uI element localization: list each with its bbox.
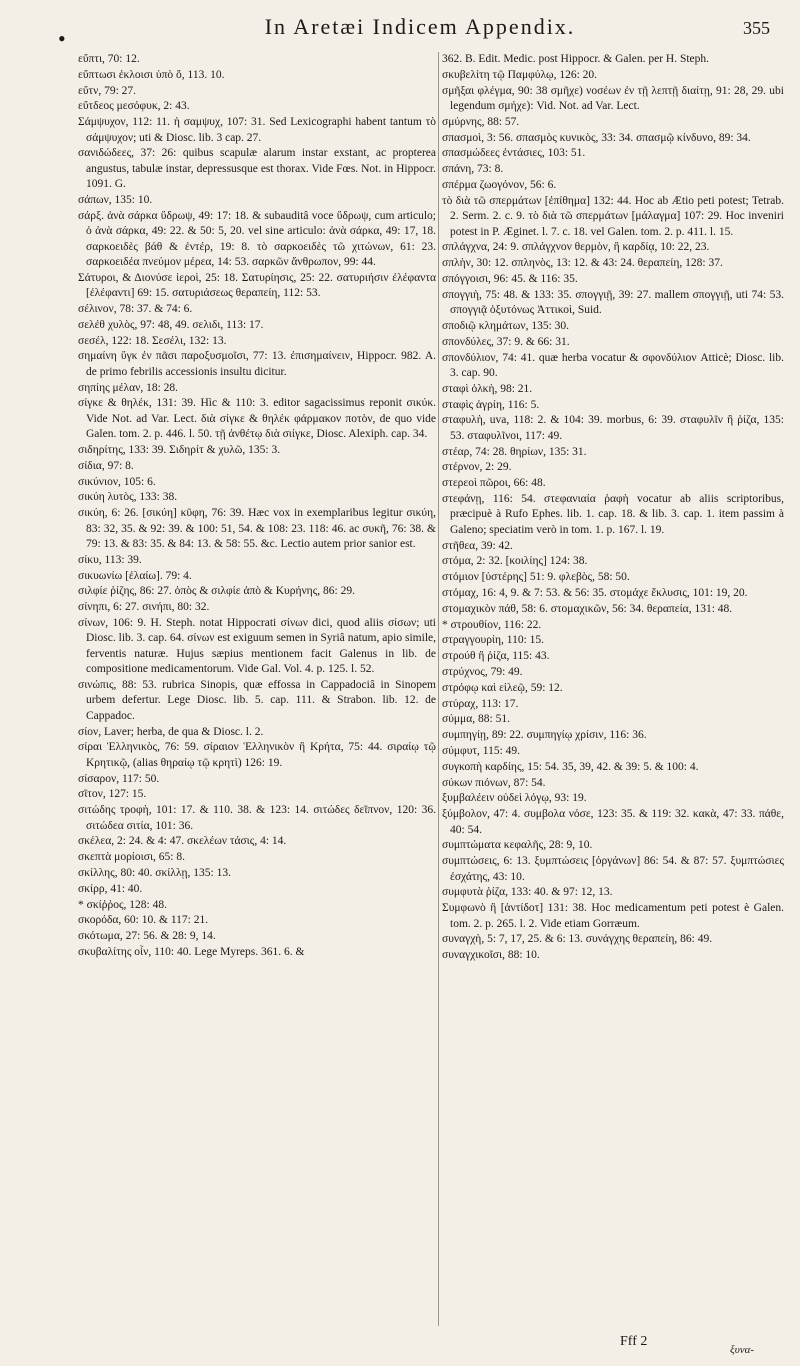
- index-entry: εὔπτωσι ἐκλοισι ὑπὸ ὄ, 113. 10.: [78, 68, 225, 81]
- index-entry: στρούθ ἢ ῥίζα, 115: 43.: [442, 650, 550, 663]
- index-entry: σινώπις, 88: 53. rubrica Sinopis, quæ effossa in Cappadociâ in Sinopem urbem defertur. Lege Diosc. lib. 5. cap. 111. & Strabon. lib. 12. de Cappadoc.: [78, 679, 436, 722]
- index-entry: σίκυ, 113: 39.: [78, 553, 142, 566]
- signature-mark: Fff 2: [620, 1334, 648, 1349]
- index-entry: Σάτυροι, & Διονύσε ἱεροὶ, 25: 18. Σατυρίησις, 25: 22. σατυριήσιν ἐλέφαντα [ἐλέφαντι] 69: 15. σατυριάσεως θεραπείη, 112: 53.: [78, 271, 436, 300]
- index-entry: σέλινον, 78: 37. & 74: 6.: [78, 303, 193, 316]
- index-entry: συναγχικοῖσι, 88: 10.: [442, 949, 540, 962]
- catchword: ξυνα-: [730, 1344, 755, 1356]
- index-entry: Συμφωνὸ ἢ [ἀντίδοτ] 131: 38. Hoc medicamentum peti potest è Galen. tom. 2. p. 265. l. 2. Vide etiam Gorræum.: [442, 902, 784, 930]
- index-entry: σμύρνης, 88: 57.: [442, 115, 520, 128]
- index-entry: σικυωνίω [ἐλαίω]. 79: 4.: [78, 569, 192, 582]
- index-entry: σίνηπι, 6: 27. σινήπι, 80: 32.: [78, 601, 210, 614]
- right-index-column: [442, 52, 784, 1328]
- index-entry: σιτώδης τροφὴ, 101: 17. & 110. 38. & 123: 14. σιτώδες δεῖπνον, 120: 36. σιτώδεα σιτία, 101: 36.: [78, 804, 436, 832]
- index-entry: σπλὴν, 30: 12. σπληνὸς, 13: 12. & 43: 24. θεραπείη, 128: 37.: [442, 257, 723, 270]
- index-entry: σανιδώδεες, 37: 26: quibus scapulæ alarum instar exstant, ac propterea angustus, tabulæ instar, depressusque est thorax. Vide Fœs. Not. in Hippocr. 1091. G.: [78, 147, 436, 191]
- index-entry: σπάνη, 73: 8.: [442, 163, 504, 176]
- index-entry: σταφυλὴ, uva, 118: 2. & 104: 39. morbus, 6: 39. σταφυλῖν ἢ ῥίζα, 135: 53. σταφυλῖνοι, 117: 49.: [442, 414, 784, 442]
- index-entry: σπογγιὴ, 75: 48. & 133: 35. σπογγιῇ, 39: 27. mallem σπογγιῇ, uti 74: 53. σπογγιᾷ ὀξυτόνως Ἀττικοὶ, Suid.: [442, 288, 784, 317]
- index-entry: σικύνιον, 105: 6.: [78, 475, 156, 488]
- index-entry: συναγχὴ, 5: 7, 17, 25. & 6: 13. συνάγχης θεραπείη, 86: 49.: [442, 933, 713, 946]
- left-index-column: [78, 52, 436, 1328]
- column-divider: [438, 52, 439, 1326]
- index-entry: στόμα, 2: 32. [κοιλίης] 124: 38.: [442, 555, 588, 568]
- index-entry: στρόφῳ καὶ εἰλεῷ, 59: 12.: [442, 681, 563, 694]
- index-entry: σκεπτὰ μορίοισι, 65: 8.: [78, 851, 185, 864]
- index-entry: σταφὶ ὀλκὴ, 98: 21.: [442, 382, 533, 395]
- index-entry: σταφὶς ἀγρίη, 116: 5.: [442, 398, 540, 411]
- index-entry: ξύμβολον, 47: 4. συμβολα νόσε, 123: 35. & 119: 32. κακὰ, 47: 33. πάθε, 40: 54.: [442, 808, 784, 836]
- index-entry: σάρξ. ἀνὰ σάρκα ὕδρωψ, 49: 17: 18. & subauditâ voce ὕδρωψ, cum articulo; ὁ ἀνὰ σάρκα, 49: 22. & 50: 5, 20. vel sine articulo: ἀνὰ σάρκα, 49: 17, 18. σαρκοειδὲς βάθ & ἐντέρ, 19: 8. τὸ σαρκοειδὲς τῶ χιτώνων, 61: 23. σαρκοειδέα πνεύμον μέρεα, 14: 53. σαρκῶν ἄνθρωπον, 99: 44.: [78, 209, 436, 269]
- index-entry: * στρουθίον, 116: 22.: [442, 618, 542, 631]
- index-entry: σκέλεα, 2: 24. & 4: 47. σκελέων τάσις, 4: 14.: [78, 835, 287, 848]
- index-entry: σπασμώδεες ἐντάσιες, 103: 51.: [442, 147, 586, 160]
- index-entry: σύμφυτ, 115: 49.: [442, 744, 521, 757]
- index-entry: σελέθ χυλὸς, 97: 48, 49. σελιδι, 113: 17.: [78, 318, 264, 331]
- index-entry: σπασμοὶ, 3: 56. σπασμὸς κυνικὸς, 33: 34. σπασμῷ κίνδυνο, 89: 34.: [442, 131, 751, 144]
- index-entry: σικύη λυτὸς, 133: 38.: [78, 491, 178, 504]
- index-entry: σποδιῷ κλημάτων, 135: 30.: [442, 319, 570, 332]
- index-entry: σύμμα, 88: 51.: [442, 713, 510, 726]
- index-entry: συγκοπὴ καρδίης, 15: 54. 35, 39, 42. & 39: 5. & 100: 4.: [442, 760, 699, 773]
- index-entry: στραγγουρίη, 110: 15.: [442, 634, 545, 647]
- index-entry: εὔτδεος μεσόφυκ, 2: 43.: [78, 100, 190, 113]
- index-entry: σίγκε & θηλέκ, 131: 39. Hìc & 110: 3. editor sagacissimus reponit σικύκ. Vide Not. ad Var. Lect. διὰ σίγκε & θηλέκ φάρμακον ποτὸν, de quo vide Galen. tom. 2. p. 446. l. 50. τῇ ἀνθέτῳ διὰ σιίγκε, Diosc. Alexiph. cap. 34.: [78, 397, 436, 441]
- index-entry: σικύη, 6: 26. [σικύη] κῦφη, 76: 39. Hæc vox in exemplaribus legitur σικύη, 83: 32, 35. & 92: 39. & 100: 51, 54. & 108: 23. 118: 46. ac συκῆ, 76: 38. & 79: 13. & 83: 35. & 84: 13. & 58: 55. &c. Lectio autem prior sanior est.: [78, 507, 436, 551]
- index-entry: στῆθεα, 39: 42.: [442, 539, 513, 552]
- index-entry: σίσαρον, 117: 50.: [78, 772, 160, 785]
- index-entry: συμπτώματα κεφαλῆς, 28: 9, 10.: [442, 839, 593, 852]
- page-number: 355: [743, 18, 770, 38]
- index-entry: σάπων, 135: 10.: [78, 194, 153, 206]
- index-entry: σκίρρ, 41: 40.: [78, 882, 143, 895]
- index-entry: σκίλλης, 80: 40. σκίλλῃ, 135: 13.: [78, 867, 231, 880]
- header-mark: •: [58, 26, 66, 51]
- index-entry: εὔτν, 79: 27.: [78, 84, 137, 97]
- index-entry: στέαρ, 74: 28. θηρίων, 135: 31.: [442, 445, 587, 458]
- index-entry: σκυβαλίτης οἶν, 110: 40. Lege Myreps. 361. 6. &: [78, 946, 305, 958]
- page-footer: [0, 1330, 800, 1360]
- index-entry: στέρνον, 2: 29.: [442, 461, 512, 474]
- index-entry: σκότωμα, 27: 56. & 28: 9, 14.: [78, 930, 216, 943]
- index-entry: σημαίνη ὕγκ ἐν πᾶσι παροξυσμοῖσι, 77: 13. ἐπισημαίνειν, Hippocr. 982. A. de primo febrilis accessionis insultu dicitur.: [78, 350, 436, 378]
- index-entry: εὔπτι, 70: 12.: [78, 53, 140, 65]
- index-entry: σίδια, 97: 8.: [78, 459, 134, 472]
- running-header: [0, 14, 800, 51]
- index-entry: σπονδύλιον, 74: 41. quæ herba vocatur & σφονδύλιον Atticè; Diosc. lib. 3. cap. 90.: [442, 351, 784, 379]
- index-entry: στομαχικὸν πάθ, 58: 6. στομαχικῶν, 56: 34. θεραπεία, 131: 48.: [442, 602, 733, 615]
- index-entry: συμπηγίῃ, 89: 22. συμπηγίῳ χρίσιν, 116: 36.: [442, 729, 647, 742]
- index-entry: σίνων, 106: 9. H. Steph. notat Hippocrati σίνων dici, quod aliis σίσων; uti Diosc. lib. 3. cap. 64. σίνων est exiguum semen in Syriâ natum, apio simile, ferventis naturæ. Hujus sæpius mentionem facit Galenus in lib. de compositione medicamentorum. Vide Gal. Vol. 4. p. 125. l. 52.: [78, 617, 436, 676]
- index-entry: σεσέλ, 122: 18. Σεσέλι, 132: 13.: [78, 334, 227, 347]
- index-entry: τὸ διὰ τῶ σπερμάτων [ἐπίθημα] 132: 44. Hoc ab Ætio peti potest; Tetrab. 2. Serm. 2. c. 9. τὸ διὰ τῶ σπερμάτων [μάλαγμα] 107: 29. Hoc inveniri potest in P. Æginet. l. 7. c. 18. vel Galen. tom. 2. p. 411. l. 15.: [442, 194, 784, 238]
- index-entry: σπόγγοισι, 96: 45. & 116: 35.: [442, 272, 578, 285]
- index-entry: στόμαχ, 16: 4, 9. & 7: 53. & 56: 35. στομάχε ἔκλυσις, 101: 19, 20.: [442, 586, 748, 599]
- index-entry: σμῆξαι φλέγμα, 90: 38 σμῆχε) νοσέων ἐν τῇ λεπτῇ διαίτῃ, 91: 28, 29. ubi legendum σμήχε): Vid. Not. ad Var. Lect.: [442, 84, 784, 112]
- index-entry: * σκίῤῥος, 128: 48.: [78, 898, 167, 911]
- index-entry: σκυβελίτη τῷ Παμφύλῳ, 126: 20.: [442, 68, 598, 81]
- index-entry: 362. B. Edit. Medic. post Hippocr. & Galen. per H. Steph.: [442, 53, 710, 65]
- index-entry: σίον, Laver; herba, de qua & Diosc. l. 2.: [78, 725, 264, 738]
- index-entry: σκορόδα, 60: 10. & 117: 21.: [78, 914, 209, 927]
- index-entry: συμφυτὰ ῥίζα, 133: 40. & 97: 12, 13.: [442, 886, 613, 899]
- index-entry: σπονδύλες, 37: 9. & 66: 31.: [442, 335, 570, 348]
- page-title: In Aretæi Indicem Appendix.: [264, 14, 576, 39]
- index-entry: σίραι Ἑλληνικὸς, 76: 59. σίραιον Ἑλληνικὸν ἢ Κρήτα, 75: 44. σιραίῳ τῷ Κρητικῷ, (alias θηραίῳ τῷ κρητὶ) 126: 19.: [78, 741, 436, 769]
- index-entry: σύκων πιόνων, 87: 54.: [442, 776, 546, 789]
- index-entry: σηπίης μέλαν, 18: 28.: [78, 381, 179, 394]
- index-entry: συμπτώσεις, 6: 13. ξυμπτώσεις [ὀργάνων] 86: 54. & 87: 57. ξυμπτώσιες ἐσχάτης, 43: 10.: [442, 855, 784, 883]
- index-entry: στρύχνος, 79: 49.: [442, 665, 523, 678]
- index-entry: σῖτον, 127: 15.: [78, 788, 147, 801]
- index-entry: Σάμψυχον, 112: 11. ἡ σαμψυχ, 107: 31. Sed Lexicographi habent tantum τὸ σάμψυχον; uti & Diosc. lib. 3 cap. 27.: [78, 116, 436, 144]
- index-entry: στερεοὶ πῶροι, 66: 48.: [442, 477, 546, 490]
- index-entry: σιδηρίτης, 133: 39. Σιδηρίτ & χυλῶ, 135: 3.: [78, 444, 281, 457]
- index-entry: στύραχ, 113: 17.: [442, 697, 519, 710]
- index-entry: σπλάγχνα, 24: 9. σπλάγχνον θερμὸν, ἢ καρδίᾳ, 10: 22, 23.: [442, 241, 710, 254]
- index-entry: στεφάνῃ, 116: 54. στεφανιαία ῥαφὴ vocatur ab aliis scriptoribus, præcipuè à Rufo Ephes. lib. 1. cap. 18. & lib. 3. cap. 1. item passim à Galeno; speciatim verò in tom. 1. p. 167. l. 19.: [442, 492, 784, 536]
- index-entry: στόμιον [ὑστέρης] 51: 9. φλεβὸς, 58: 50.: [442, 571, 630, 584]
- index-entry: σπέρμα ζωογόνον, 56: 6.: [442, 178, 557, 191]
- index-entry: σιλφίε ῥίζης, 86: 27. ὀπὸς & σιλφίε ἀπὸ & Κυρήνης, 86: 29.: [78, 585, 355, 598]
- index-entry: ξυμβαλέειν οὐδεὶ λόγῳ, 93: 19.: [442, 792, 587, 805]
